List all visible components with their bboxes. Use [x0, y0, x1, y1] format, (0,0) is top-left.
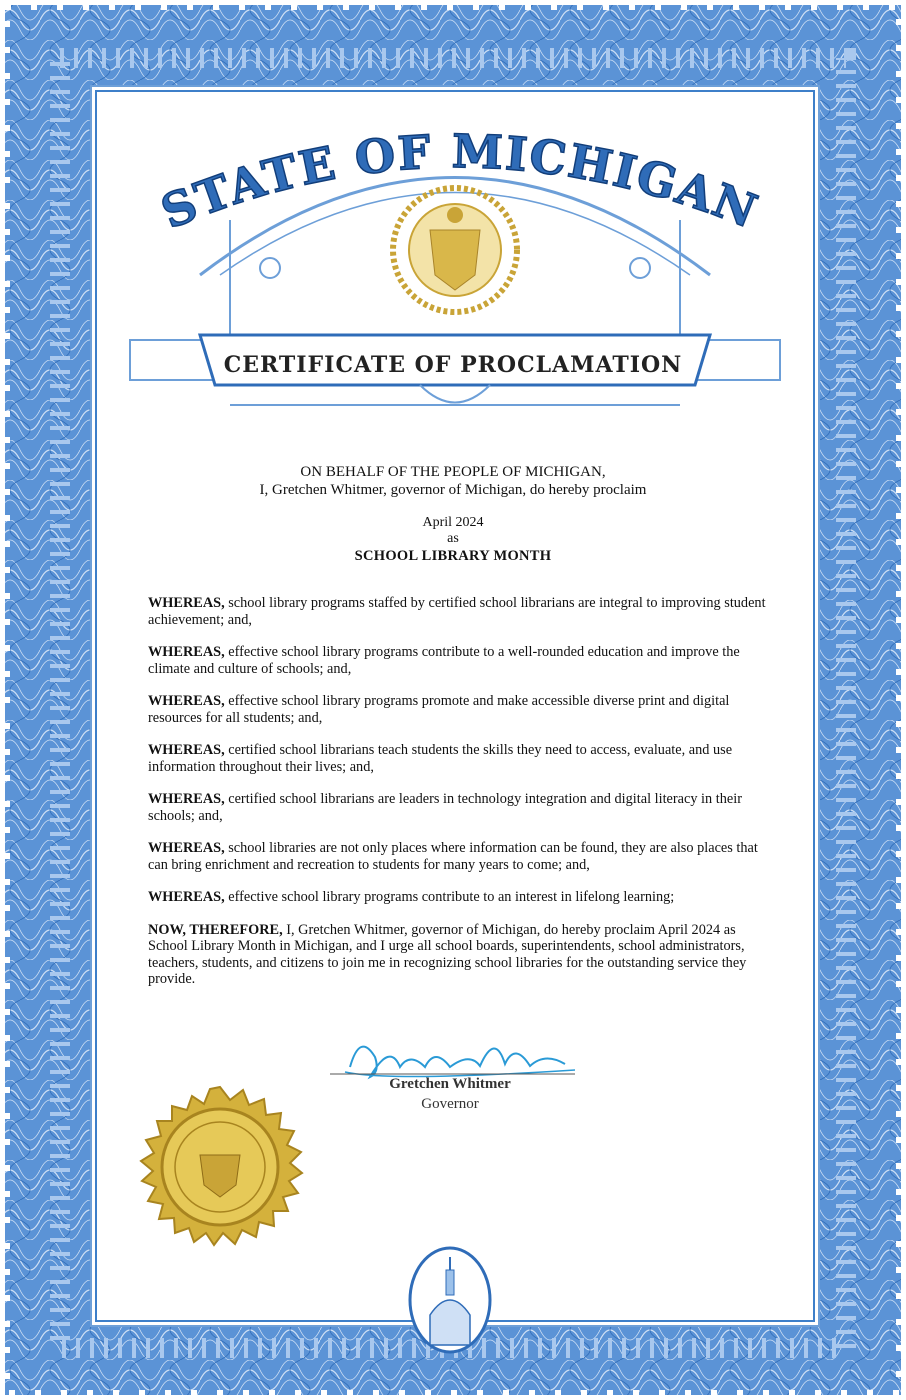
- gold-seal-icon: [130, 1085, 310, 1265]
- as-connector: as: [447, 531, 459, 546]
- proclamation-body: [148, 595, 768, 1004]
- certificate-title: CERTIFICATE OF PROCLAMATION: [223, 352, 683, 378]
- whereas-paragraph: WHEREAS, effective school library programs promote and make accessible diverse print and digital resources for all students; and,: [148, 693, 730, 726]
- intro-line-1: ON BEHALF OF THE PEOPLE OF MICHIGAN,: [300, 464, 606, 480]
- proclamation-date-block: [140, 515, 766, 564]
- whereas-paragraph: WHEREAS, effective school library programs contribute to a well-rounded education and improve the climate and culture of schools; and,: [148, 644, 740, 677]
- header-artwork: [120, 100, 790, 430]
- whereas-paragraph: WHEREAS, effective school library programs contribute to an interest in lifelong learning;: [148, 889, 675, 905]
- capitol-dome-icon: [400, 1245, 500, 1355]
- proclamation-title: SCHOOL LIBRARY MONTH: [354, 548, 552, 564]
- whereas-paragraph: WHEREAS, school library programs staffed by certified school librarians are integral to improving student achievement; and,: [148, 595, 766, 628]
- proclamation-date: April 2024: [422, 515, 484, 530]
- intro-line-2: I, Gretchen Whitmer, governor of Michigan, do hereby proclaim: [259, 482, 647, 498]
- signer-name: Gretchen Whitmer: [389, 1076, 511, 1092]
- state-seal-icon: [393, 188, 517, 312]
- intro-block: [140, 463, 766, 499]
- whereas-paragraph: WHEREAS, certified school librarians teach students the skills they need to access, evaluate, and use information throughout their lives; and,: [148, 742, 733, 775]
- therefore-paragraph: NOW, THEREFORE, I, Gretchen Whitmer, governor of Michigan, do hereby proclaim April 2024 as School Library Month in Michigan, and I urge all school boards, superintendents, school administrators, teachers, students, and citizens to join me in recognizing school libraries for the outstanding service they provide.: [148, 921, 747, 987]
- signer-title: Governor: [421, 1096, 479, 1112]
- whereas-paragraph: WHEREAS, school libraries are not only places where information can be found, they are also places that can bring enrichment and recreation to students for many years to come; and,: [148, 840, 758, 873]
- state-title: STATE OF MICHIGAN: [153, 124, 766, 240]
- whereas-paragraph: WHEREAS, certified school librarians are leaders in technology integration and digital literacy in their schools; and,: [148, 791, 742, 824]
